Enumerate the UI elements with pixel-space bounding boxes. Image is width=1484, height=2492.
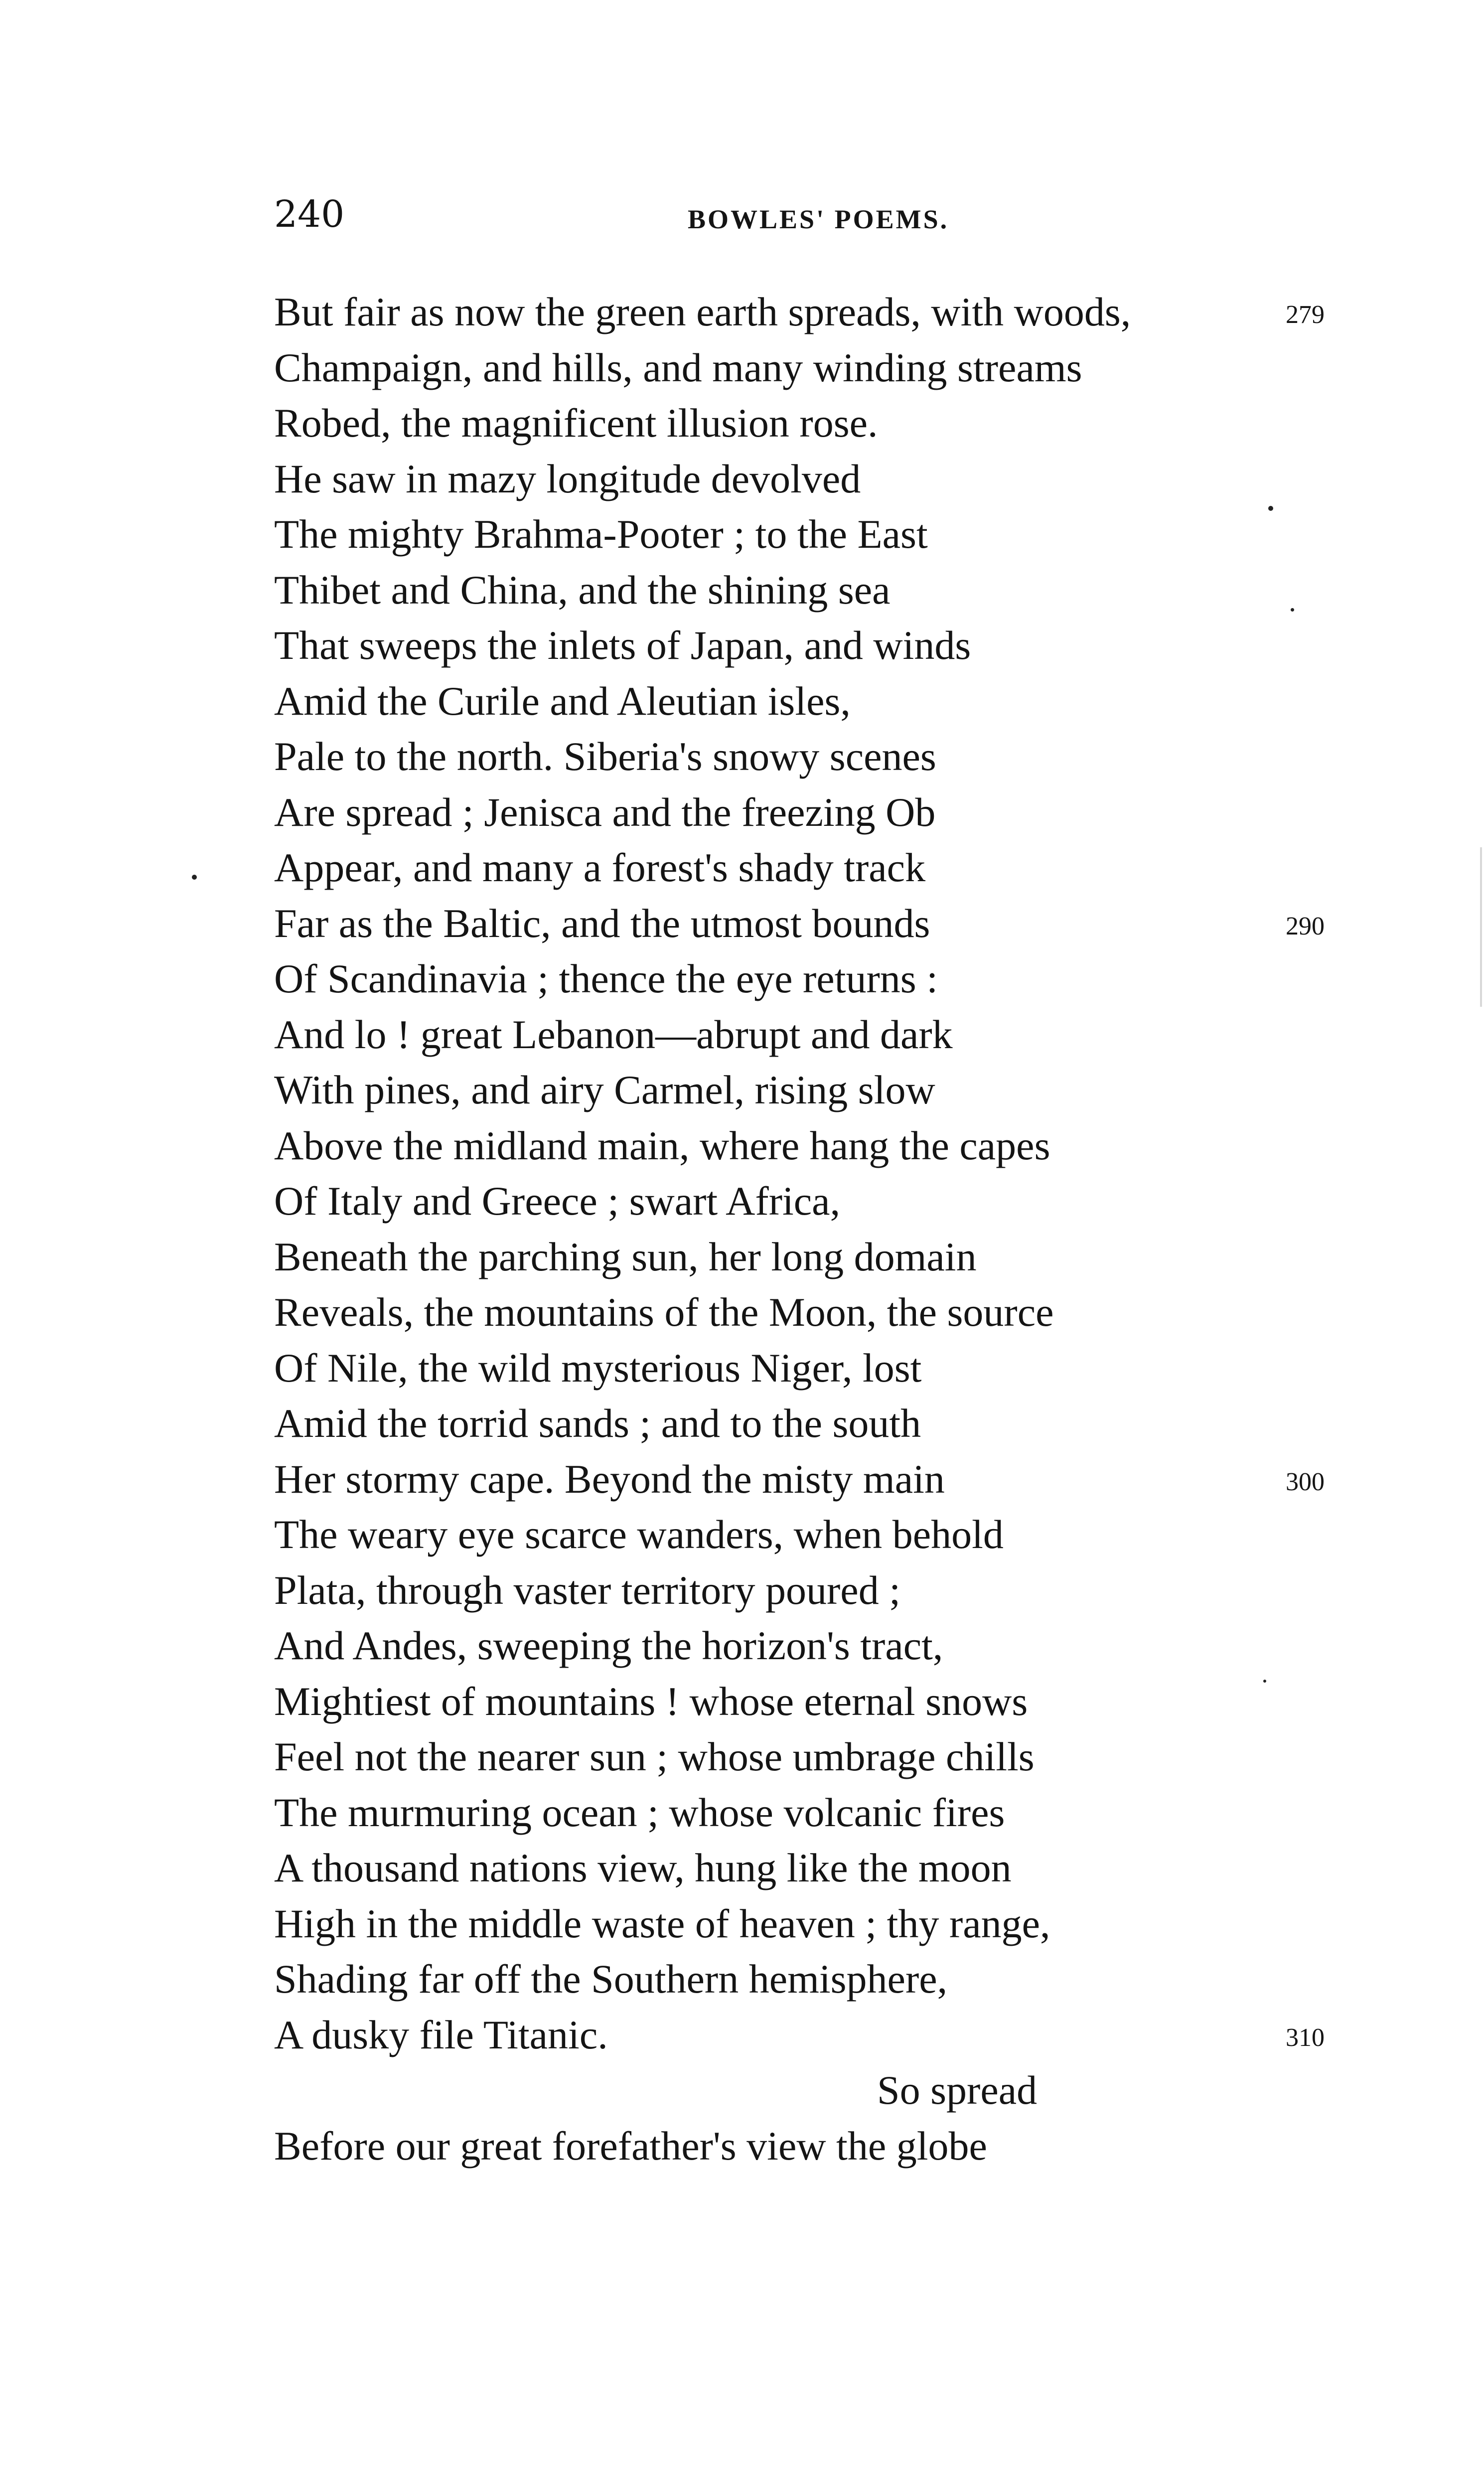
poem-line: [274, 451, 1345, 507]
poem-line: [274, 784, 1345, 840]
poem-line: [274, 840, 1345, 896]
poem-line-text: Amid the torrid sands ; and to the south: [274, 1401, 921, 1446]
poem-line: [274, 1729, 1345, 1785]
poem-line-text: Before our great forefather's view the globe: [274, 2123, 987, 2169]
poem-line: [274, 673, 1345, 729]
poem-line: [274, 1785, 1345, 1841]
poem-line: [274, 729, 1345, 784]
poem-line: [274, 2007, 1345, 2063]
scan-speck: [1268, 506, 1273, 511]
poem-line-text: Beneath the parching sun, her long domain: [274, 1234, 977, 1279]
poem-line-text: But fair as now the green earth spreads, with woods,: [274, 289, 1131, 334]
poem-line-text: Appear, and many a forest's shady track: [274, 845, 926, 890]
poem-line-text: And lo ! great Lebanon—abrupt and dark: [274, 1011, 953, 1057]
poem-line: [274, 1562, 1345, 1618]
poem-line: [274, 2118, 1345, 2174]
poem-line-text: Of Scandinavia ; thence the eye returns :: [274, 956, 938, 1001]
poem-line: [274, 1507, 1345, 1562]
poem-line: [274, 1062, 1345, 1118]
poem-line-text: The murmuring ocean ; whose volcanic fires: [274, 1789, 1005, 1835]
poem-line-text: Pale to the north. Siberia's snowy scenes: [274, 734, 936, 779]
poem-line-text: Feel not the nearer sun ; whose umbrage chills: [274, 1734, 1035, 1779]
poem-line-text: Are spread ; Jenisca and the freezing Ob: [274, 789, 936, 835]
poem-line: [274, 1229, 1345, 1285]
poem-line-text: So spread: [877, 2067, 1038, 2113]
poem-line: [274, 1618, 1345, 1674]
line-number: 290: [1286, 912, 1325, 940]
poem-line: [274, 1118, 1345, 1174]
poem-line: [274, 1840, 1345, 1896]
poem-line-text: Of Italy and Greece ; swart Africa,: [274, 1178, 841, 1224]
poem-line: [274, 951, 1345, 1007]
poem-line-text: Above the midland main, where hang the capes: [274, 1122, 1050, 1168]
poem-line: [274, 1674, 1345, 1729]
page-number: 240: [274, 193, 345, 236]
poem-line-text: That sweeps the inlets of Japan, and winds: [274, 623, 971, 668]
scan-speck: [1291, 608, 1294, 612]
line-number: 279: [1286, 301, 1325, 329]
poem-line: [274, 1340, 1345, 1396]
scan-speck: [1263, 1680, 1266, 1683]
poem-line-text: The weary eye scarce wanders, when behold: [274, 1512, 1004, 1557]
poem-line: [274, 1451, 1345, 1507]
poem-line: [274, 618, 1345, 673]
scan-edge-mark: [1480, 847, 1482, 1007]
poem-line-text: Shading far off the Southern hemisphere,: [274, 1956, 948, 2002]
page-header: [0, 187, 1484, 247]
poem-line: [274, 2062, 1345, 2118]
poem-line-text: High in the middle waste of heaven ; thy range,: [274, 1900, 1050, 1946]
poem-line: [274, 1284, 1345, 1340]
poem-line-text: A dusky file Titanic.: [274, 2012, 608, 2057]
poem-line: [274, 1951, 1345, 2007]
poem-line-text: The mighty Brahma-Pooter ; to the East: [274, 511, 928, 557]
poem-line-text: And Andes, sweeping the horizon's tract,: [274, 1623, 943, 1668]
poem-line-text: Of Nile, the wild mysterious Niger, lost: [274, 1345, 922, 1391]
poem-line: [274, 1396, 1345, 1451]
poem-line-text: Her stormy cape. Beyond the misty main: [274, 1456, 945, 1502]
poem-line-text: Robed, the magnificent illusion rose.: [274, 400, 878, 446]
poem-line: [274, 506, 1345, 562]
poem-line-text: A thousand nations view, hung like the moon: [274, 1845, 1012, 1890]
poem-line-text: With pines, and airy Carmel, rising slow: [274, 1067, 935, 1112]
poem-line-text: Mightiest of mountains ! whose eternal snows: [274, 1678, 1028, 1724]
poem-line: [274, 1007, 1345, 1063]
poem-line: [274, 340, 1345, 396]
poem-line-text: Reveals, the mountains of the Moon, the source: [274, 1289, 1054, 1335]
poem-line-text: Far as the Baltic, and the utmost bounds: [274, 900, 930, 946]
poem-line: [274, 1173, 1345, 1229]
line-number: 310: [1286, 2023, 1325, 2052]
scan-speck: [192, 875, 197, 880]
line-number: 300: [1286, 1467, 1325, 1496]
poem-line-text: Amid the Curile and Aleutian isles,: [274, 678, 851, 724]
poem-line: [274, 896, 1345, 951]
poem-line-text: Champaign, and hills, and many winding streams: [274, 344, 1082, 390]
poem-line: [274, 562, 1345, 618]
poem-line: [274, 284, 1345, 340]
poem-text: [274, 284, 1345, 2174]
poem-line: [274, 1896, 1345, 1952]
poem-line: [274, 395, 1345, 451]
running-title: BOWLES' POEMS.: [688, 204, 949, 234]
poem-line-text: Plata, through vaster territory poured ;: [274, 1567, 900, 1613]
poem-line-text: He saw in mazy longitude devolved: [274, 456, 861, 501]
poem-line-text: Thibet and China, and the shining sea: [274, 567, 890, 613]
